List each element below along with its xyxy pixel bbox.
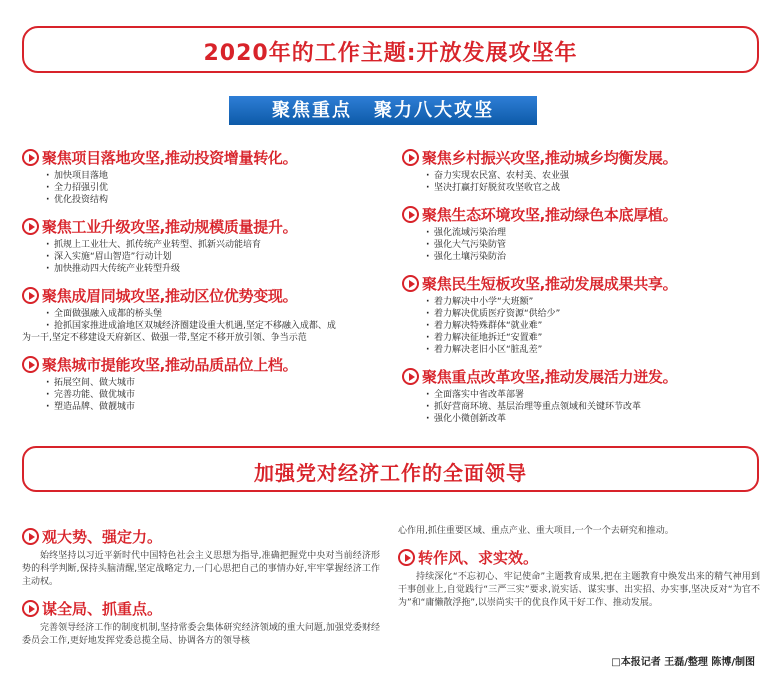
body-right-column <box>398 525 760 618</box>
list-item: · 抓规上工业壮大、抓传统产业转型、抓新兴动能培育 <box>46 239 387 251</box>
play-circle-icon <box>22 600 39 617</box>
play-circle-icon <box>22 287 39 304</box>
left-column <box>22 146 387 423</box>
focus-band <box>229 96 537 125</box>
list-item: · 加快项目落地 <box>46 170 387 182</box>
play-circle-icon <box>22 528 39 545</box>
play-circle-icon <box>22 149 39 166</box>
paragraph-overall <box>22 597 380 648</box>
section-ecology <box>402 203 767 263</box>
list-item: · 着力解决特殊群体“就业难” <box>426 320 767 332</box>
theme-title: 2020年的工作主题:开放发展攻坚年 <box>203 41 578 66</box>
list-item: · 强化大气污染防管 <box>426 239 767 251</box>
section-reform <box>402 365 767 425</box>
play-circle-icon <box>402 275 419 292</box>
list-item: · 强化土壤污染防治 <box>426 251 767 263</box>
paragraph-text: 心作用,抓住重要区域、重点产业、重大项目,一个一个去研究和推动。 <box>398 526 674 536</box>
list-item: · 着力解决征地拆迁“安置难” <box>426 332 767 344</box>
list-item: · 全面做强融入成都的桥头堡 <box>46 308 387 320</box>
band-left-text: 聚焦重点 <box>272 100 352 121</box>
list-item: · 优化投资结构 <box>46 194 387 206</box>
section-title: 聚焦城市提能攻坚,推动品质品位上档。 <box>42 355 298 374</box>
list-item-continuation: 为一干,坚定不移建设天府新区、做强一带,坚定不移开放引领、争当示范 <box>22 333 307 343</box>
section-chengmei <box>22 284 387 344</box>
list-item: · 完善功能、做优城市 <box>46 389 387 401</box>
play-circle-icon <box>402 206 419 223</box>
section-title: 聚焦乡村振兴攻坚,推动城乡均衡发展。 <box>422 148 678 167</box>
list-item: · 全面落实中省改革部署 <box>426 389 767 401</box>
list-item: · 全力招强引优 <box>46 182 387 194</box>
play-circle-icon <box>398 549 415 566</box>
paragraph-title: 观大势、强定力。 <box>42 527 163 546</box>
list-item: · 抢抓国家推进成渝地区双城经济圈建设重大机遇,坚定不移融入成都、成 <box>46 320 387 332</box>
list-item: · 奋力实现农民富、农村美、农业强 <box>426 170 767 182</box>
section-livelihood <box>402 272 767 356</box>
section-city <box>22 353 387 413</box>
paragraph-title: 转作风、求实效。 <box>418 548 539 567</box>
play-circle-icon <box>22 218 39 235</box>
section-title: 聚焦生态环境攻坚,推动绿色本底厚植。 <box>422 205 678 224</box>
paragraph-trend <box>22 525 380 589</box>
paragraph-text: 始终坚持以习近平新时代中国特色社会主义思想为指导,准确把握党中央对当前经济形势的科学判断,保持头脑清醒,坚定战略定力,一门心思把自己的事情办好,牢牢掌握经济工作主动权。 <box>22 551 380 587</box>
list-item: · 抓好营商环境、基层治理等重点领域和关键环节改革 <box>426 401 767 413</box>
section-title: 聚焦工业升级攻坚,推动规模质量提升。 <box>42 217 298 236</box>
section-industry <box>22 215 387 275</box>
band-right-text: 聚力八大攻坚 <box>374 100 494 121</box>
section-title: 聚焦民生短板攻坚,推动发展成果共享。 <box>422 274 678 293</box>
credit-line: □本报记者 王磊/整理 陈博/制图 <box>611 657 755 668</box>
list-item: · 深入实施“眉山智造”行动计划 <box>46 251 387 263</box>
list-item: · 强化小微创新改革 <box>426 413 767 425</box>
section-title: 聚焦成眉同城攻坚,推动区位优势变现。 <box>42 286 298 305</box>
paragraph-title: 谋全局、抓重点。 <box>42 599 163 618</box>
list-item: · 强化流域污染治理 <box>426 227 767 239</box>
play-circle-icon <box>402 149 419 166</box>
paragraph-style <box>398 546 760 610</box>
list-item: · 拓展空间、做大城市 <box>46 377 387 389</box>
list-item: · 着力解决中小学“大班额” <box>426 296 767 308</box>
body-left-column <box>22 525 380 656</box>
paragraph-text: 持续深化“不忘初心、牢记使命”主题教育成果,把在主题教育中焕发出来的精气神用到干事创业上,自觉践行“三严三实”要求,说实话、谋实事、出实招、办实事,坚决反对“为官不为”和“庸懒散浮拖”,以崇尚实干的优良作风干好工作、推动发展。 <box>398 572 760 608</box>
list-item: · 坚决打赢打好脱贫攻坚收官之战 <box>426 182 767 194</box>
section-title: 聚焦项目落地攻坚,推动投资增量转化。 <box>42 148 298 167</box>
paragraph-text: 完善领导经济工作的制度机制,坚持常委会集体研究经济领域的重大问题,加强党委财经委员会工作,更好地发挥党委总揽全局、协调各方的领导核 <box>22 623 380 646</box>
section-rural <box>402 146 767 194</box>
leadership-header <box>22 446 759 492</box>
leadership-title: 加强党对经济工作的全面领导 <box>254 461 527 485</box>
list-item: · 加快推动四大传统产业转型升级 <box>46 263 387 275</box>
paragraph-continuation <box>398 525 760 538</box>
section-project <box>22 146 387 206</box>
list-item: · 塑造品牌、做靓城市 <box>46 401 387 413</box>
play-circle-icon <box>22 356 39 373</box>
list-item: · 着力解决老旧小区“脏乱差” <box>426 344 767 356</box>
right-column <box>402 146 767 435</box>
play-circle-icon <box>402 368 419 385</box>
list-item: · 着力解决优质医疗资源“供给少” <box>426 308 767 320</box>
section-title: 聚焦重点改革攻坚,推动发展活力迸发。 <box>422 367 678 386</box>
theme-header <box>22 26 759 73</box>
